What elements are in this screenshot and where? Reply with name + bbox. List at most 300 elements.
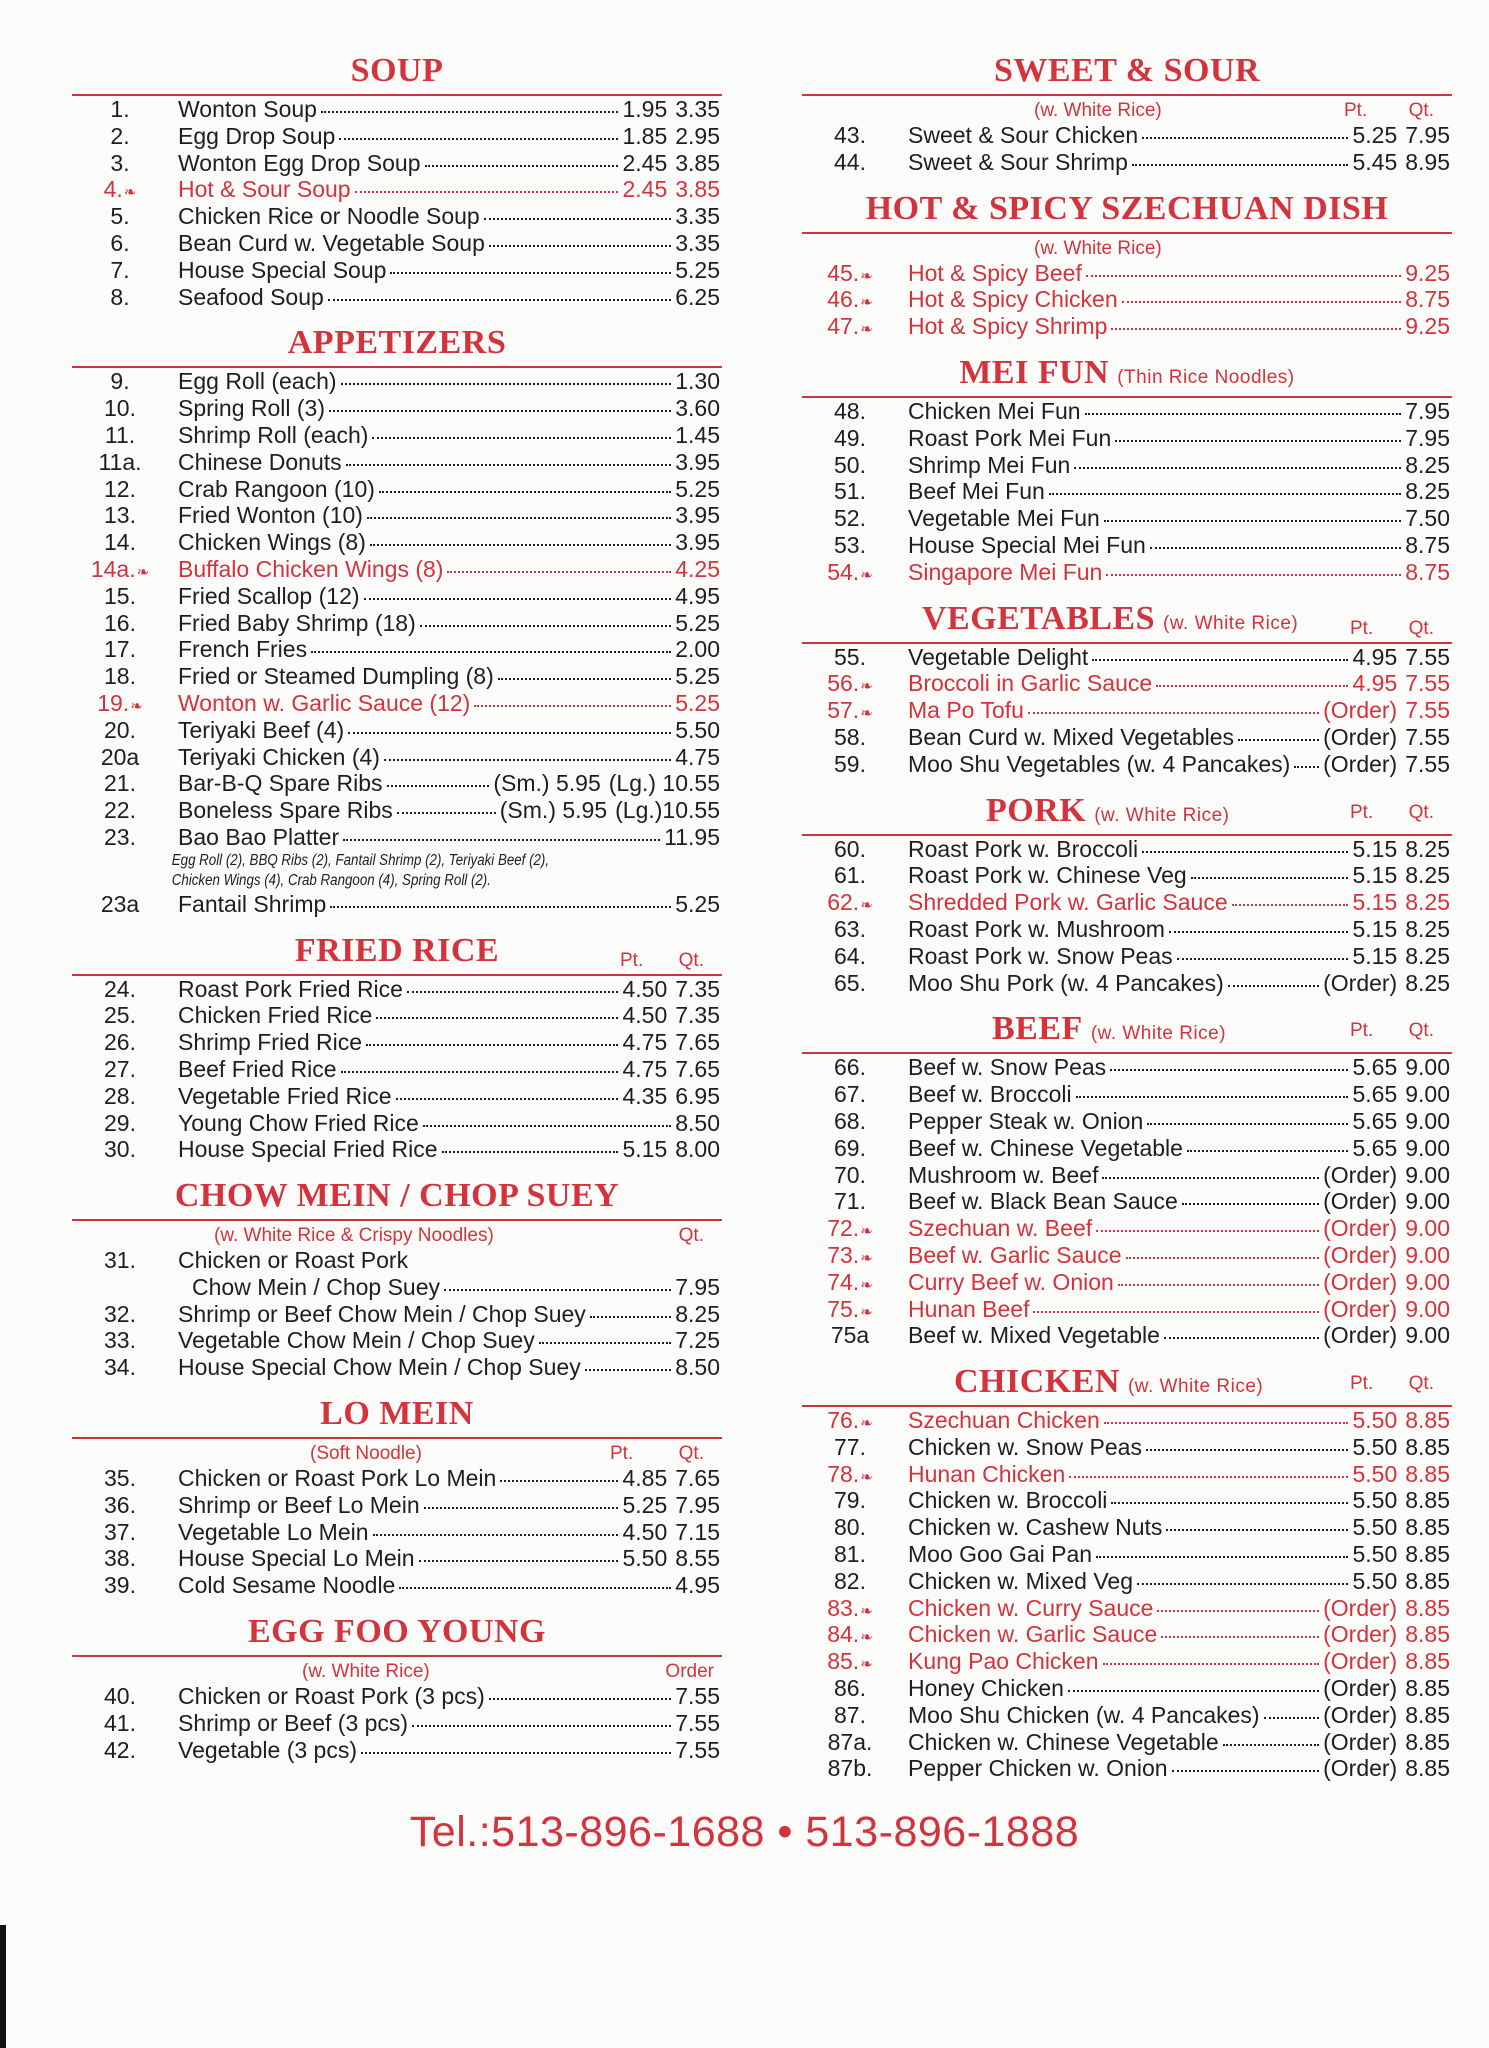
item-number-text: 40.: [104, 1683, 136, 1710]
item-price-quart: 8.25: [1405, 942, 1450, 969]
item-number-text: 14a.: [90, 555, 136, 582]
item-number-text: 35.: [104, 1465, 136, 1492]
item-name: Hot & Spicy Shrimp: [908, 313, 1108, 340]
menu-item: [72, 230, 722, 257]
item-number: [72, 976, 168, 1003]
item-name: Hunan Chicken: [908, 1460, 1066, 1487]
item-number-text: 36.: [104, 1491, 136, 1518]
section-note: (w. White Rice): [1163, 612, 1299, 634]
item-number: [802, 1162, 898, 1189]
item-list: [802, 260, 1452, 340]
dot-leader: [1142, 851, 1348, 853]
menu-item: [72, 770, 722, 797]
item-name: Vegetable Mei Fun: [908, 505, 1100, 532]
item-number-text: 75a: [830, 1322, 870, 1349]
menu-item: [72, 257, 722, 284]
item-name: Chicken Mei Fun: [908, 397, 1081, 424]
item-number-text: 25.: [104, 1002, 136, 1029]
section-vegetables: [802, 600, 1452, 778]
item-number-text: 12.: [104, 475, 136, 502]
item-name: Fried Scallop (12): [178, 582, 360, 609]
menu-item: [72, 1327, 722, 1354]
item-number-text: 7.: [110, 256, 130, 283]
item-name: Broccoli in Garlic Sauce: [908, 670, 1153, 697]
item-number: [72, 257, 168, 284]
section-subtitle: (w. White Rice & Crispy Noodles): [214, 1225, 494, 1247]
item-name: Beef w. Broccoli: [908, 1081, 1072, 1108]
item-price-pint: 5.15: [1352, 889, 1398, 916]
dot-leader: [1111, 328, 1401, 330]
dot-leader: [1086, 275, 1401, 277]
item-number-text: 6.: [110, 229, 130, 256]
item-name: Chicken Rice or Noodle Soup: [178, 203, 480, 230]
menu-item: [802, 1162, 1452, 1189]
item-name: Beef w. Garlic Sauce: [908, 1241, 1122, 1268]
item-price-quart: 9.00: [1405, 1107, 1450, 1134]
menu-item: [802, 1675, 1452, 1702]
item-price-quart: 8.25: [1405, 889, 1450, 916]
dot-leader: [1232, 904, 1349, 906]
dot-leader: [1049, 493, 1401, 495]
item-number: [802, 1108, 898, 1135]
item-number-text: 33.: [104, 1327, 136, 1354]
menu-item: [72, 1301, 722, 1328]
item-name: Beef Fried Rice: [178, 1055, 337, 1082]
menu-item: [802, 478, 1452, 505]
dot-leader: [339, 138, 618, 140]
menu-item: [802, 1215, 1452, 1242]
item-name: House Special Soup: [178, 256, 387, 283]
chili-pepper-icon: ❧: [860, 1656, 873, 1674]
dot-leader: [1111, 1502, 1348, 1504]
dot-leader: [1228, 985, 1319, 987]
dot-leader: [372, 437, 671, 439]
chili-pepper-icon: ❧: [860, 294, 873, 312]
menu-item: [802, 313, 1452, 340]
menu-item: [802, 697, 1452, 724]
item-name: Bar-B-Q Spare Ribs: [178, 770, 383, 797]
menu-item: [72, 556, 722, 583]
item-price-quart: 7.95: [1405, 122, 1450, 148]
section-subheader: [802, 234, 1452, 260]
menu-item: [802, 724, 1452, 751]
item-name: Vegetable Chow Mein / Chop Suey: [178, 1327, 535, 1354]
item-price-quart: 8.85: [1405, 1755, 1450, 1782]
item-price-pint: (Sm.) 5.95: [499, 797, 608, 824]
item-name: Egg Drop Soup: [178, 122, 336, 149]
item-price-pint: (Order): [1323, 1675, 1398, 1702]
item-price-quart: 5.25: [675, 256, 720, 283]
dot-leader: [1166, 1529, 1348, 1531]
chili-pepper-icon: ❧: [860, 1303, 873, 1321]
item-price-quart: 6.25: [675, 283, 720, 310]
menu-item: [802, 751, 1452, 778]
item-number-text: 75.: [827, 1295, 860, 1322]
item-number: [72, 1002, 168, 1029]
chili-pepper-icon: ❧: [860, 705, 873, 723]
dot-leader: [330, 906, 671, 908]
dot-leader: [1085, 413, 1402, 415]
menu-item: [72, 797, 722, 824]
menu-item: [72, 891, 722, 918]
section-title: EGG FOO YOUNG: [247, 1613, 547, 1651]
dot-leader: [1191, 877, 1349, 879]
dot-leader: [367, 517, 671, 519]
chili-pepper-icon: ❧: [860, 566, 873, 584]
dot-leader: [1110, 1069, 1348, 1071]
item-name: Vegetable (3 pcs): [178, 1736, 358, 1763]
item-number: [802, 1188, 898, 1215]
dot-leader: [420, 625, 671, 627]
chili-pepper-icon: ❧: [860, 1468, 873, 1486]
item-number-text: 72.: [827, 1215, 860, 1242]
item-price-quart: 2.95: [675, 122, 720, 149]
quart-label: Qt.: [1408, 100, 1434, 121]
item-price-quart: 8.25: [1405, 969, 1450, 996]
section-header: [802, 600, 1452, 644]
menu-item: [802, 122, 1452, 149]
item-list: [72, 976, 722, 1164]
item-price-pint: (Order): [1323, 1322, 1398, 1349]
section-title: [986, 792, 1452, 830]
item-name: Moo Shu Vegetables (w. 4 Pancakes): [908, 750, 1291, 777]
section-subheader: [72, 1221, 722, 1247]
menu-item: [802, 398, 1452, 425]
item-number-text: 15.: [104, 582, 136, 609]
item-price-quart: 5.25: [675, 663, 720, 690]
item-number: [802, 1322, 898, 1349]
item-number: [72, 1545, 168, 1572]
item-price-quart: 8.55: [675, 1545, 720, 1572]
item-name: Roast Pork w. Snow Peas: [908, 942, 1173, 969]
item-name: Beef w. Chinese Vegetable: [908, 1134, 1183, 1161]
dot-leader: [1096, 1556, 1348, 1558]
item-price-quart: 3.95: [675, 448, 720, 475]
menu-item: [802, 260, 1452, 287]
item-number: [72, 1110, 168, 1137]
item-name: Chinese Donuts: [178, 448, 342, 475]
menu-item: [802, 1135, 1452, 1162]
menu-item: [72, 1110, 722, 1137]
item-price-quart: 9.00: [1405, 1268, 1450, 1295]
dot-leader: [1103, 1663, 1320, 1665]
item-price-pint: 5.65: [1352, 1134, 1398, 1161]
item-price-quart: 7.55: [675, 1709, 720, 1736]
item-name: Shrimp Mei Fun: [908, 451, 1071, 478]
section-subtitle: (w. White Rice): [302, 1661, 430, 1683]
dot-leader: [424, 1507, 619, 1509]
dot-leader: [366, 1044, 618, 1046]
item-list: [72, 1301, 722, 1381]
item-price-quart: 7.55: [1405, 643, 1450, 670]
item-number-text: 71.: [834, 1188, 866, 1215]
menu-item: [72, 690, 722, 717]
dot-leader: [1096, 1230, 1319, 1232]
item-name: Shrimp Roll (each): [178, 421, 369, 448]
menu-item: [72, 1247, 722, 1274]
menu-item: [802, 149, 1452, 176]
item-price-quart: 9.00: [1405, 1322, 1450, 1349]
item-number-text: 63.: [834, 915, 866, 942]
item-number: [802, 916, 898, 943]
item-price-quart: 8.25: [675, 1300, 720, 1327]
section-title-text: VEGETABLES: [922, 599, 1156, 637]
item-name: Young Chow Fried Rice: [178, 1109, 419, 1136]
item-number-text: 13.: [104, 502, 136, 529]
dot-leader: [1177, 958, 1349, 960]
item-number: [72, 717, 168, 744]
item-name: Vegetable Delight: [908, 643, 1089, 670]
menu-item: [802, 644, 1452, 671]
item-price-quart: 7.15: [675, 1518, 720, 1545]
item-price-pint: 5.25: [622, 1491, 668, 1518]
section-title: SWEET & SOUR: [993, 52, 1261, 89]
menu-item: [72, 1572, 722, 1599]
item-number-text: 67.: [834, 1081, 866, 1108]
item-number: [802, 1081, 898, 1108]
item-price-pint: 5.50: [1352, 1567, 1398, 1594]
item-price-pint: 5.15: [1352, 835, 1398, 862]
item-price-quart: 7.65: [675, 1055, 720, 1082]
item-name: Pepper Steak w. Onion: [908, 1107, 1144, 1134]
item-number: [72, 770, 168, 797]
item-price-pint: (Order): [1323, 1161, 1398, 1188]
item-price-quart: 7.95: [1405, 424, 1450, 451]
menu-item: [802, 916, 1452, 943]
item-number: [802, 751, 898, 778]
item-name: Chicken or Roast Pork Lo Mein: [178, 1465, 497, 1492]
item-number-text: 20a: [100, 743, 140, 770]
menu-item: [802, 1487, 1452, 1514]
item-name: Chicken w. Cashew Nuts: [908, 1514, 1163, 1541]
dot-leader: [1104, 520, 1401, 522]
dot-leader: [329, 410, 671, 412]
item-name: Roast Pork w. Mushroom: [908, 915, 1165, 942]
item-name: Fantail Shrimp: [178, 890, 327, 917]
item-number: [72, 1136, 168, 1163]
item-price-quart: 8.75: [1405, 531, 1450, 558]
item-number-text: 44.: [834, 148, 866, 175]
section-pork: [802, 792, 1452, 997]
item-number-text: 19.: [97, 689, 130, 716]
quart-label: Qt.: [1408, 1020, 1434, 1042]
item-name: House Special Lo Mein: [178, 1545, 415, 1572]
quart-label: Qt.: [1408, 617, 1434, 639]
section-header: [802, 1010, 1452, 1054]
left-column: [72, 52, 722, 1777]
item-number-text: 21.: [104, 770, 136, 797]
item-name: Mushroom w. Beef: [908, 1161, 1099, 1188]
item-number: [802, 1541, 898, 1568]
item-number-text: 39.: [104, 1572, 136, 1599]
section-title: [802, 354, 1452, 392]
item-number-text: 73.: [827, 1241, 860, 1268]
item-name: Szechuan w. Beef: [908, 1215, 1093, 1242]
item-number: [72, 529, 168, 556]
item-number: [802, 1434, 898, 1461]
item-number-text: 10.: [104, 395, 136, 422]
dot-leader: [1169, 931, 1349, 933]
item-price-quart: 3.35: [675, 229, 720, 256]
item-price-pint: (Order): [1323, 1648, 1398, 1675]
dot-leader: [341, 383, 672, 385]
item-price-pint: (Sm.) 5.95: [493, 770, 601, 797]
section-header: [72, 1177, 722, 1221]
item-number-text: 48.: [834, 397, 866, 424]
item-number: [72, 449, 168, 476]
item-number-text: 14.: [104, 529, 136, 556]
item-number-text: 34.: [104, 1354, 136, 1381]
menu-item: [802, 532, 1452, 559]
section-title: FRIED RICE: [294, 931, 500, 969]
item-name: Shredded Pork w. Garlic Sauce: [908, 889, 1228, 916]
dot-leader: [1157, 1610, 1319, 1612]
dot-leader: [361, 1752, 671, 1754]
item-number-text: 2.: [110, 122, 130, 149]
menu-item: [72, 422, 722, 449]
item-name: Chicken Wings (8): [178, 529, 366, 556]
item-name: Chicken Fried Rice: [178, 1002, 373, 1029]
dot-leader: [397, 812, 496, 814]
menu-item: [72, 1002, 722, 1029]
menu-item: [72, 744, 722, 771]
item-price-pint: 5.50: [1352, 1541, 1398, 1568]
item-name: Fried Wonton (10): [178, 502, 363, 529]
menu-item: [72, 284, 722, 311]
item-list: [72, 368, 722, 850]
dot-leader: [390, 272, 671, 274]
chili-pepper-icon: ❧: [860, 897, 873, 915]
item-number: [72, 1492, 168, 1519]
item-number-text: 76.: [827, 1407, 860, 1434]
item-price-pint: 5.50: [622, 1545, 668, 1572]
item-price-pint: 4.95: [1352, 670, 1398, 697]
menu-item: [72, 176, 722, 203]
item-number: [72, 1301, 168, 1328]
item-number-text: 61.: [834, 862, 866, 889]
item-name: Wonton w. Garlic Sauce (12): [178, 689, 471, 716]
dot-leader: [1132, 164, 1349, 166]
item-price-quart: 9.00: [1405, 1054, 1450, 1081]
platter-note: Egg Roll (2), BBQ Ribs (2), Fantail Shrimp (2), Teriyaki Beef (2),: [171, 851, 550, 869]
menu-item: [802, 1322, 1452, 1349]
item-price-pint: 5.50: [1352, 1487, 1398, 1514]
item-name: Teriyaki Beef (4): [178, 716, 345, 743]
dot-leader: [364, 598, 672, 600]
menu-item: [72, 1083, 722, 1110]
item-name: Moo Goo Gai Pan: [908, 1541, 1093, 1568]
item-price-quart: 8.85: [1405, 1675, 1450, 1702]
section-note: (w. White Rice): [1090, 1023, 1227, 1045]
item-price-quart: 7.55: [675, 1736, 720, 1763]
item-price-pint: 5.65: [1352, 1081, 1398, 1108]
dot-leader: [1146, 1449, 1349, 1451]
item-price-quart: 4.95: [675, 582, 720, 609]
item-price-pint: 1.95: [622, 96, 668, 122]
item-price-quart: 2.00: [675, 636, 720, 663]
item-number-text: 42.: [104, 1736, 136, 1763]
menu-item: [802, 862, 1452, 889]
item-number: [802, 1135, 898, 1162]
menu-item: [72, 1354, 722, 1381]
menu-item: [72, 449, 722, 476]
section-header: [802, 354, 1452, 398]
item-name: Moo Shu Chicken (w. 4 Pancakes): [908, 1701, 1260, 1728]
item-price-quart: 7.65: [675, 1029, 720, 1056]
item-name: Beef w. Black Bean Sauce: [908, 1188, 1178, 1215]
item-name: Bean Curd w. Mixed Vegetables: [908, 723, 1235, 750]
item-number-text: 51.: [834, 478, 866, 505]
chili-pepper-icon: ❧: [123, 184, 137, 202]
item-number-text: 52.: [834, 505, 866, 532]
dot-leader: [500, 1480, 618, 1482]
menu-item: [72, 717, 722, 744]
dot-leader: [1182, 1203, 1319, 1205]
dot-leader: [1294, 766, 1319, 768]
item-name: Vegetable Lo Mein: [178, 1518, 369, 1545]
item-number: [802, 724, 898, 751]
item-price-quart: 8.50: [675, 1354, 720, 1381]
right-column: [802, 52, 1452, 1796]
item-name: Chicken or Roast Pork (3 pcs): [178, 1683, 485, 1710]
item-price-quart: 3.95: [675, 529, 720, 556]
item-name: Hot & Sour Soup: [178, 176, 351, 203]
item-price-pint: 5.50: [1352, 1460, 1398, 1487]
item-number: [802, 478, 898, 505]
section-title: APPETIZERS: [287, 324, 507, 362]
item-price-pint: (Order): [1323, 1268, 1398, 1295]
item-number: [72, 96, 168, 123]
dot-leader: [348, 732, 671, 734]
item-price-pint: 4.75: [622, 1055, 668, 1082]
item-name: Spring Roll (3): [178, 395, 325, 422]
item-price-quart: 7.50: [1405, 505, 1450, 532]
menu-item: [72, 368, 722, 395]
item-price-quart: 7.25: [675, 1327, 720, 1354]
item-number: [72, 1354, 168, 1381]
item-price-pint: (Order): [1323, 1188, 1398, 1215]
item-number: [802, 122, 898, 149]
menu-item: [72, 1465, 722, 1492]
dot-leader: [1033, 1311, 1319, 1313]
item-number-text: 45.: [827, 259, 860, 286]
dot-leader: [444, 1289, 671, 1291]
item-number-text: 32.: [104, 1300, 136, 1327]
dot-leader: [355, 191, 619, 193]
section-header: [802, 792, 1452, 836]
item-price-pint: 4.85: [622, 1465, 668, 1492]
item-price-pint: 5.50: [1352, 1407, 1398, 1434]
section-chicken: [802, 1363, 1452, 1782]
item-list: [802, 644, 1452, 778]
dot-leader: [447, 571, 671, 573]
dot-leader: [489, 245, 671, 247]
dot-leader: [376, 1017, 618, 1019]
item-number-text: 79.: [834, 1487, 866, 1514]
item-price-quart: 7.55: [1405, 697, 1450, 724]
item-price-pint: 4.35: [622, 1082, 668, 1109]
item-number-text: 27.: [104, 1055, 136, 1082]
item-number: [72, 502, 168, 529]
item-number-text: 43.: [834, 122, 866, 148]
dot-leader: [425, 165, 619, 167]
scan-edge: [0, 1925, 6, 2048]
item-price-quart: 8.85: [1405, 1514, 1450, 1541]
item-list: [802, 122, 1452, 176]
section-header: [72, 1613, 722, 1657]
menu-item: [72, 1029, 722, 1056]
section-header: [72, 1395, 722, 1439]
